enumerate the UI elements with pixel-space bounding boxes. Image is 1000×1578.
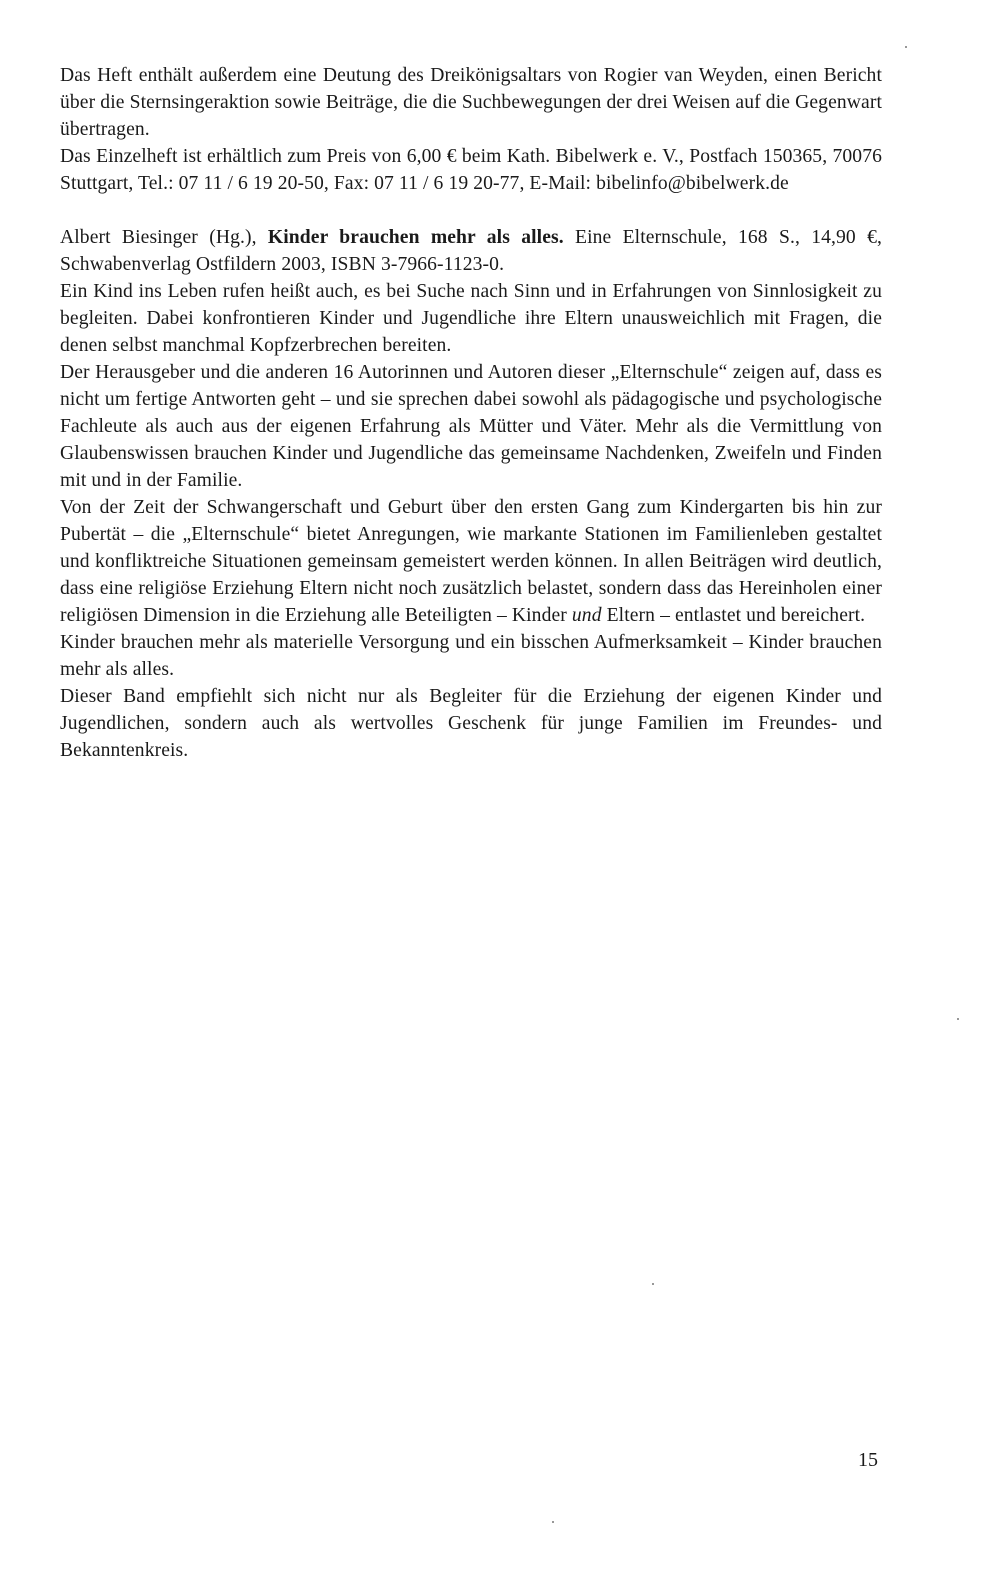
review-paragraph-2: Der Herausgeber und die anderen 16 Autorinnen und Autoren dieser „Elternschule“ zeigen auf, dass es nicht um fertige Antworten geht – und sie sprechen dabei sowohl als pädagogische und psychologische Fachleute als auch aus der eigenen Erfahrung als Mütter und Väter. Mehr als die Vermittlung von Glaubenswissen brauchen Kinder und Jugendliche das gemeinsame Nachdenken, Zweifeln und Finden mit und in der Familie. <box>60 362 882 491</box>
review-paragraph-1: Ein Kind ins Leben rufen heißt auch, es bei Suche nach Sinn und in Erfahrungen von Sinnlosigkeit zu begleiten. Dabei konfrontieren Kinder und Jugendliche ihre Eltern unausweichlich mit Fragen, die denen selbst manchmal Kopfzerbrechen bereiten. <box>60 281 882 356</box>
citation-author: Albert Biesinger (Hg.), <box>60 227 268 248</box>
book-citation <box>60 224 882 278</box>
entry-separator <box>60 197 882 224</box>
scan-speck <box>652 1283 654 1285</box>
review-paragraph-4: Kinder brauchen mehr als materielle Versorgung und ein bisschen Aufmerksamkeit – Kinder brauchen mehr als alles. <box>60 632 882 680</box>
intro-paragraph-1: Das Heft enthält außerdem eine Deutung des Dreikönigsaltars von Rogier van Weyden, einen Bericht über die Sternsingeraktion sowie Beiträge, die die Suchbewegungen der drei Weisen auf die Gegenwart übertragen. <box>60 65 882 140</box>
scan-speck <box>905 46 907 48</box>
page-number: 15 <box>858 1449 878 1471</box>
review-paragraph-3-end: Eltern – entlastet und bereichert. <box>601 605 866 626</box>
page-body <box>60 62 882 764</box>
review-paragraph-3 <box>60 494 882 629</box>
scan-speck <box>552 1521 554 1523</box>
intro-paragraph-2: Das Einzelheft ist erhältlich zum Preis von 6,00 € beim Kath. Bibelwerk e. V., Postfach 150365, 70076 Stuttgart, Tel.: 07 11 / 6 19 20-50, Fax: 07 11 / 6 19 20-77, E-Mail: bibelinfo@bibelwerk.de <box>60 146 882 194</box>
citation-details: Eine Elternschule, 168 S., 14,90 €, Schwabenverlag Ostfildern 2003, ISBN 3-7966-1123-0. <box>60 227 883 275</box>
scan-speck <box>957 1018 959 1020</box>
emphasis-und: und <box>571 605 602 626</box>
review-paragraph-5: Dieser Band empfiehlt sich nicht nur als Begleiter für die Erziehung der eigenen Kinder und Jugendlichen, sondern auch als wertvolles Geschenk für junge Familien im Freundes- und Bekanntenkreis. <box>60 686 882 761</box>
review-paragraph-3-text: Von der Zeit der Schwangerschaft und Geburt über den ersten Gang zum Kindergarten bis hin zur Pubertät – die „Elternschule“ bietet Anregungen, wie markante Stationen im Familienleben gestaltet und konfliktreiche Situationen gemeinsam gemeistert werden können. In allen Beiträgen wird deutlich, dass eine religiöse Erziehung Eltern nicht noch zusätzlich belastet, sondern dass das Hereinholen einer religiösen Dimension in die Erziehung alle Beteiligten – Kinder <box>60 497 882 626</box>
citation-title: Kinder brauchen mehr als alles. <box>267 227 564 248</box>
